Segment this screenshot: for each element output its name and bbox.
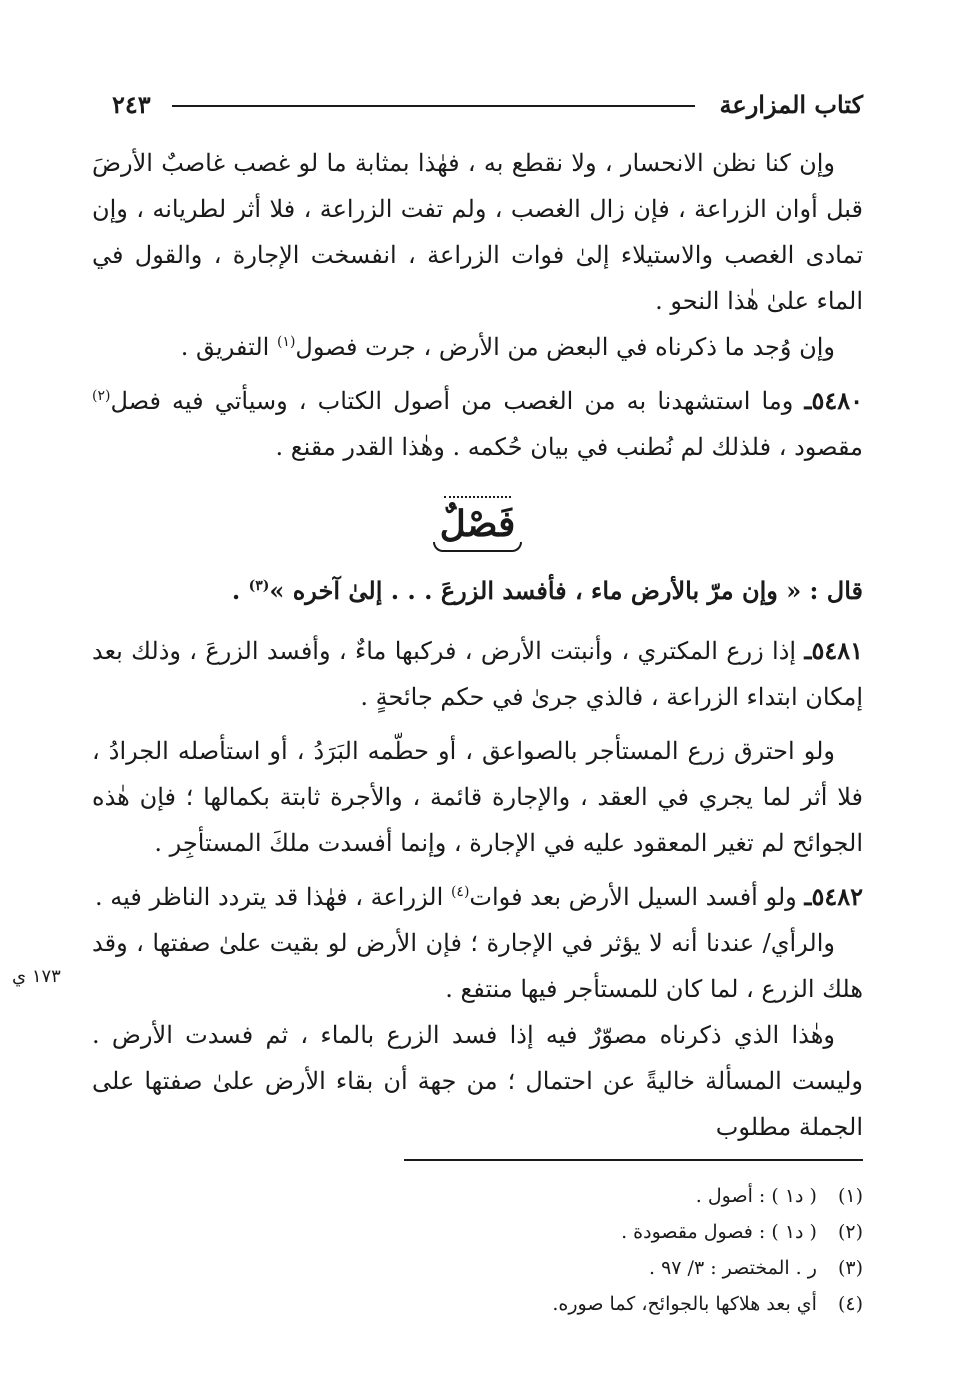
header-rule	[172, 105, 695, 107]
footnote-number: (٤)	[837, 1293, 863, 1315]
quoted-statement-end: .	[231, 576, 241, 605]
section-heading	[92, 500, 863, 566]
footnote-text: أي بعد هلاكها بالجوائح، كما صوره.	[552, 1293, 817, 1315]
footnote-number: (١)	[837, 1185, 863, 1207]
footnote-ref-1: (١)	[276, 334, 296, 350]
quoted-statement-text: قال : « وإن مرّ بالأرض ماء ، فأفسد الزرعَ . . . إلىٰ آخره »	[269, 576, 863, 605]
footnote-separator	[404, 1159, 863, 1161]
footnote-ref-3: (٣)	[248, 578, 270, 594]
footnote	[300, 1250, 863, 1286]
paragraph-7: والرأي/ عندنا أنه لا يؤثر في الإجارة ؛ فإن الأرض لو بقيت علىٰ صفتها ، وقد هلك الزرع ، لما كان للمستأجر فيها منتفع .	[92, 929, 863, 1003]
paragraph-5481-text: إذا زرع المكتري ، وأنبتت الأرض ، فركبها ماءٌ ، وأفسد الزرعَ ، وذلك بعد إمكان ابتداء الزراعة ، فالذي جرىٰ في حكم جائحةٍ .	[92, 637, 863, 711]
footnote-number: (٣)	[837, 1257, 863, 1279]
paragraph-5482-text-a: ولو أفسد السيل الأرض بعد فوات	[469, 883, 797, 911]
paragraph-2	[92, 324, 863, 370]
section-number-5482: ٥٤٨٢ـ	[804, 882, 863, 911]
footnote-text: ر . المختصر : ٣/ ٩٧ .	[648, 1257, 817, 1279]
paragraph-5482	[92, 874, 863, 920]
paragraph-2-text-b: التفريق .	[180, 333, 270, 361]
footnote-number: (٢)	[837, 1221, 863, 1243]
page-number: ٢٤٣	[112, 90, 151, 119]
footnote-text: ( د١ ) : فصول مقصودة .	[621, 1221, 817, 1243]
paragraph-5: ولو احترق زرع المستأجر بالصواعق ، أو حطّمه البَرَدُ ، أو استأصله الجرادُ ، فلا أثر لما يجري في العقد ، والإجارة قائمة ، والأجرة ثابتة بكمالها ؛ فإن هٰذه الجوائح لم تغير المعقود عليه في الإجارة ، وإنما أفسدت ملكَ المستأجِر .	[92, 737, 863, 857]
footnote	[300, 1178, 863, 1214]
footnote-ref-2: (٢)	[92, 388, 111, 404]
running-header	[96, 86, 863, 122]
footnotes	[300, 1178, 863, 1322]
header-title: كتاب المزارعة	[719, 90, 863, 119]
section-number-5480: ٥٤٨٠ـ	[804, 386, 863, 415]
main-text	[92, 140, 863, 1150]
quoted-statement	[92, 568, 863, 614]
paragraph-5480-text-a: وما استشهدنا به من الغصب من أصول الكتاب ، وسيأتي فيه فصل	[110, 387, 794, 415]
paragraph-1: وإن كنا نظن الانحسار ، ولا نقطع به ، فهٰذا بمثابة ما لو غصب غاصبٌ الأرضَ قبل أوان الزراعة ، فإن زال الغصب ، ولم تفت الزراعة ، فلا أثر لطريانه ، وإن تمادى الغصب والاستيلاء إلىٰ فوات الزراعة ، انفسخت الإجارة ، والقول في الماء علىٰ هٰذا النحو .	[92, 149, 863, 315]
paragraph-8: وهٰذا الذي ذكرناه مصوّرٌ فيه إذا فسد الزرع بالماء ، ثم فسدت الأرض . وليست المسألة خاليةً عن احتمال ؛ من جهة أن بقاء الأرض علىٰ صفتها على الجملة مطلوب	[92, 1021, 864, 1141]
paragraph-5482-text-b: الزراعة ، فهٰذا قد يتردد الناظر فيه .	[94, 883, 444, 911]
footnote-text: ( د١ ) : أصول .	[695, 1185, 817, 1207]
manuscript-margin-note: ١٧٣ ي	[12, 966, 61, 987]
fasl-ornament-title: فَصْلٌ	[422, 500, 534, 554]
paragraph-5481	[92, 628, 863, 720]
footnote	[300, 1286, 863, 1322]
footnote-ref-4: (٤)	[450, 884, 470, 900]
paragraph-2-text-a: وإن وُجد ما ذكرناه في البعض من الأرض ، جرت فصول	[295, 333, 835, 361]
paragraph-5480	[92, 378, 863, 470]
section-number-5481: ٥٤٨١ـ	[804, 636, 863, 665]
paragraph-5480-text-b: مقصود ، فلذلك لم نُطنب في بيان حُكمه . وهٰذا القدر مقنع .	[275, 433, 863, 461]
footnote	[300, 1214, 863, 1250]
